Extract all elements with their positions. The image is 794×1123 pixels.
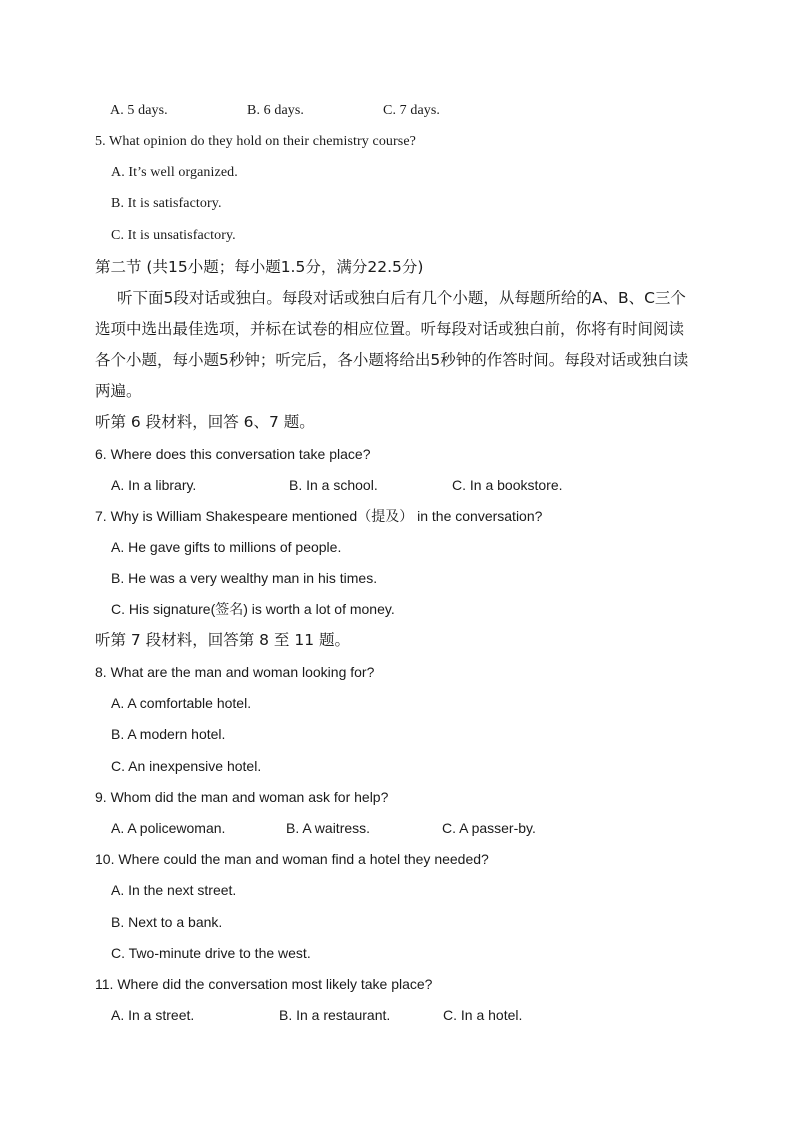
q5-option-c: C. It is unsatisfactory. — [111, 228, 236, 243]
section2-instructions-line-3: 各个小题，每小题5秒钟；听完后，各小题将给出5秒钟的作答时间。每段对话或独白读 — [95, 351, 689, 369]
q10-question: 10. Where could the man and woman find a hotel they needed? — [95, 851, 489, 867]
q8-option-a: A. A comfortable hotel. — [111, 695, 252, 711]
section2-instructions-line-2: 选项中选出最佳选项，并标在试卷的相应位置。听每段对话或独白前，你将有时间阅读 — [95, 320, 685, 338]
q7-question: 7. Why is William Shakespeare mentioned（提及） in the conversation? — [95, 508, 543, 524]
q4-option-b: B. 6 days. — [247, 103, 304, 118]
q5-question: 5. What opinion do they hold on their chemistry course? — [95, 134, 416, 149]
q11-option-a: A. In a street. — [111, 1007, 195, 1023]
q9-option-c: C. A passer-by. — [442, 820, 536, 836]
q7-option-a: A. He gave gifts to millions of people. — [111, 539, 342, 555]
section2-heading: 第二节 (共15小题；每小题1.5分，满分22.5分) — [95, 258, 424, 276]
section2-instructions-line-1: 听下面5段对话或独白。每段对话或独白后有几个小题，从每题所给的A、B、C三个 — [117, 289, 686, 307]
q6-option-a: A. In a library. — [111, 477, 197, 493]
q7-option-b: B. He was a very wealthy man in his times. — [111, 570, 378, 586]
q7-option-c: C. His signature(签名) is worth a lot of money. — [111, 601, 395, 617]
section2-instructions-line-4: 两遍。 — [95, 382, 142, 400]
q10-option-b: B. Next to a bank. — [111, 914, 223, 930]
q4-options — [110, 101, 710, 121]
q11-question: 11. Where did the conversation most likely take place? — [95, 976, 433, 992]
q4-option-a: A. 5 days. — [110, 103, 168, 118]
q11-options — [111, 1005, 711, 1025]
passage6-label: 听第 6 段材料，回答 6、7 题。 — [95, 413, 315, 431]
q9-options — [111, 818, 711, 838]
q4-option-c: C. 7 days. — [383, 103, 440, 118]
q9-option-b: B. A waitress. — [286, 820, 371, 836]
q9-question: 9. Whom did the man and woman ask for help? — [95, 789, 389, 805]
q11-option-b: B. In a restaurant. — [279, 1007, 391, 1023]
q10-option-c: C. Two-minute drive to the west. — [111, 945, 311, 961]
q9-option-a: A. A policewoman. — [111, 820, 226, 836]
q11-option-c: C. In a hotel. — [443, 1007, 523, 1023]
q6-option-b: B. In a school. — [289, 477, 378, 493]
q8-question: 8. What are the man and woman looking for? — [95, 664, 375, 680]
q10-option-a: A. In the next street. — [111, 882, 237, 898]
q6-question: 6. Where does this conversation take place? — [95, 446, 371, 462]
q6-options — [111, 475, 711, 495]
q5-option-b: B. It is satisfactory. — [111, 196, 222, 211]
q8-option-b: B. A modern hotel. — [111, 726, 226, 742]
q8-option-c: C. An inexpensive hotel. — [111, 758, 262, 774]
q5-option-a: A. It’s well organized. — [111, 165, 238, 180]
passage7-label: 听第 7 段材料，回答第 8 至 11 题。 — [95, 631, 351, 649]
q6-option-c: C. In a bookstore. — [452, 477, 563, 493]
